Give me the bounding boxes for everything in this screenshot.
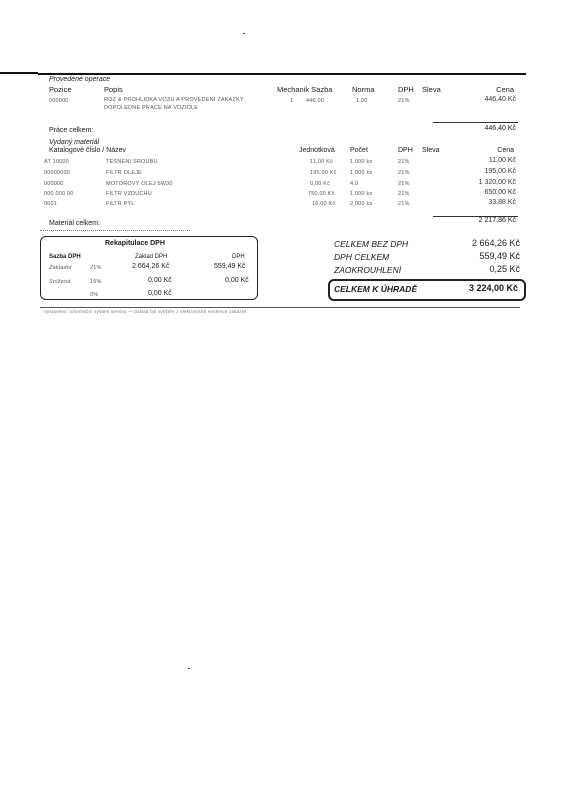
material-code: 000000 <box>44 181 64 187</box>
col-mechanic-rate-header: Mechanik Sazba <box>277 85 333 94</box>
materials-total-label: Materiál celkem: <box>49 220 100 227</box>
col-mat-price-header: Cena <box>497 147 514 154</box>
material-unit-price: 0,00 Kč <box>310 181 331 187</box>
rounding-label: ZAOKROUHLENÍ <box>334 265 402 275</box>
col-count-header: Počet <box>350 147 368 154</box>
scan-speck <box>243 33 245 34</box>
materials-total-value: 2 217,86 Kč <box>478 217 516 224</box>
material-name: FILTR PYL <box>106 201 135 207</box>
material-code: 0001 <box>44 201 58 207</box>
total-vat-label: DPH CELKEM <box>334 252 390 262</box>
vat-recap-row-rate: 21% <box>90 265 102 271</box>
operation-desc-line1: ROZ & PROHLIDKA VOZU A PROVEDENI ZAKAZKY <box>104 97 244 103</box>
col-price-header: Cena <box>496 85 514 94</box>
operation-vat: 21% <box>398 98 410 104</box>
vat-recap-row-rate: 0% <box>90 292 99 298</box>
col-norm-header: Norma <box>352 85 375 94</box>
material-count: 2,000 ks <box>350 201 373 207</box>
vat-recap-rate-header: Sazba DPH <box>49 254 81 260</box>
vat-recap-vat-header: DPH <box>232 254 245 260</box>
footer-rule <box>40 307 520 308</box>
rounding-value: 0,25 Kč <box>489 264 520 274</box>
material-vat: 21% <box>398 170 410 176</box>
material-unit-price: 195,00 Kč <box>310 170 337 176</box>
vat-recap-row-vat: 0,00 Kč <box>225 277 249 284</box>
total-without-vat-value: 2 664,26 Kč <box>471 238 520 248</box>
material-price: 650,00 Kč <box>484 189 516 196</box>
footer-note: Vystaveno: informační systém servisu — doklad byl vytištěn z elektronické evidence zakázek <box>44 309 247 314</box>
col-catalog-header: Katalogové číslo / Název <box>49 147 127 154</box>
vat-recap-row-base: 0,00 Kč <box>148 277 172 284</box>
operation-code: 000000 <box>49 98 69 104</box>
col-mat-vat-header: DPH <box>398 147 413 154</box>
amount-due-value: 3 224,00 Kč <box>468 283 518 293</box>
material-vat: 21% <box>398 159 410 165</box>
material-price: 33,88 Kč <box>488 199 516 206</box>
operation-qty: 1 <box>290 98 294 104</box>
vat-recap-row-label: Snížená <box>49 279 71 285</box>
material-name: TESNENI SROUBU <box>106 159 158 165</box>
total-without-vat-label: CELKEM BEZ DPH <box>334 239 409 249</box>
material-code: AT 10000 <box>44 159 69 165</box>
materials-section-title: Vydaný materiál <box>49 139 100 146</box>
material-vat: 21% <box>398 201 410 207</box>
operations-total-value: 446,40 Kč <box>484 125 516 132</box>
material-price: 1 320,00 Kč <box>478 179 516 186</box>
vat-recap-row-vat: 559,49 Kč <box>214 263 246 270</box>
operations-total-rule <box>433 122 518 123</box>
material-unit-price: 11,00 Kč <box>310 159 333 165</box>
top-edge-line <box>0 72 38 74</box>
material-count: 4,0 <box>350 181 359 187</box>
operation-norm: 1,00 <box>356 98 368 104</box>
vat-recap-row-rate: 15% <box>90 279 102 285</box>
top-separator <box>38 73 526 75</box>
material-count: 1,000 ks <box>350 159 373 165</box>
material-unit-price: 750,00 Kč <box>308 191 335 197</box>
materials-dotted-rule <box>40 230 190 231</box>
col-mat-discount-header: Sleva <box>422 147 440 154</box>
vat-recap-row-base: 0,00 Kč <box>148 290 172 297</box>
material-code: 000 000 00 <box>44 191 74 197</box>
material-name: FILTR VZDUCHU <box>106 191 152 197</box>
material-count: 1,000 ks <box>350 170 373 176</box>
col-discount-header: Sleva <box>422 85 441 94</box>
material-price: 11,00 Kč <box>488 157 516 164</box>
col-description-header: Popis <box>104 85 123 94</box>
amount-due-label: CELKEM K ÚHRADĚ <box>334 284 418 294</box>
material-name: MOTOROVY OLEJ 5W30 <box>106 181 173 187</box>
operations-total-label: Práce celkem: <box>49 127 94 134</box>
material-vat: 21% <box>398 181 410 187</box>
operation-price: 446,40 Kč <box>484 96 516 103</box>
material-count: 1,000 ks <box>350 191 373 197</box>
scan-speck <box>188 668 190 669</box>
col-position-header: Pozice <box>49 85 72 94</box>
vat-recap-base-header: Základ DPH <box>135 254 168 260</box>
vat-recap-title: Rekapitulace DPH <box>105 240 165 247</box>
operation-desc-line2: DOPOLEDNE PRACE NA VOZIDLE <box>104 105 199 111</box>
material-vat: 21% <box>398 191 410 197</box>
col-vat-header: DPH <box>398 85 414 94</box>
operation-rate: 446,00 <box>306 98 325 104</box>
col-unit-price-header: Jednotková <box>299 147 335 154</box>
material-price: 195,00 Kč <box>484 168 516 175</box>
vat-recap-row-base: 2 664,26 Kč <box>132 263 170 270</box>
total-vat-value: 559,49 Kč <box>479 251 520 261</box>
operations-section-title: Provedené operace <box>49 76 111 83</box>
vat-recap-row-label: Základní <box>49 265 72 271</box>
material-name: FILTR OLEJE <box>106 170 143 176</box>
material-code: 00000000 <box>44 170 71 176</box>
material-unit-price: 16,00 Kč <box>312 201 336 207</box>
